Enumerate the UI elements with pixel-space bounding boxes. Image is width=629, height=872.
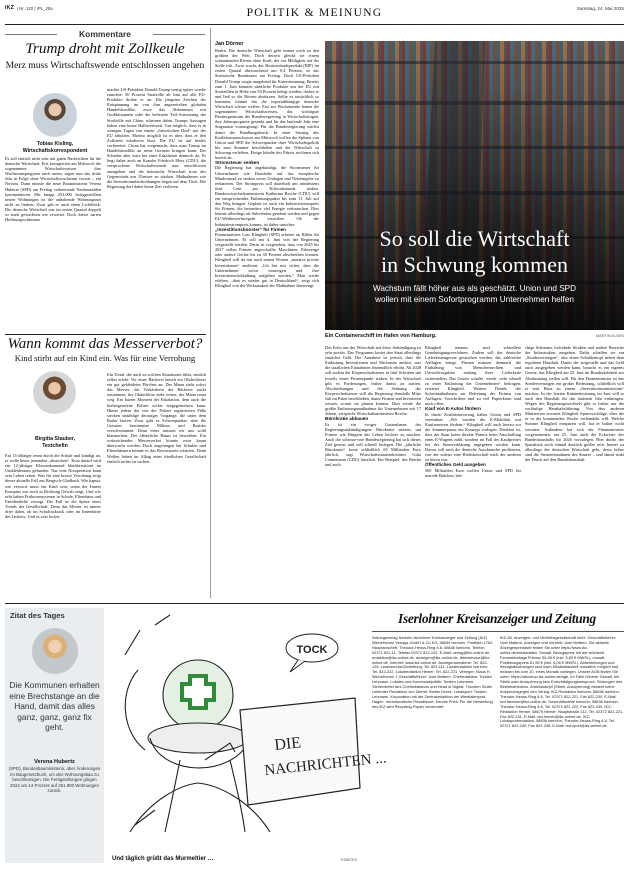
messer-author-role: Textchefin [42,442,68,449]
author-role: Wirtschaftskorrespondent [22,147,88,154]
header-code: | Nr. 120 | IPL_25a [17,5,53,11]
middle-col2 [425,345,521,478]
header-rule [5,24,624,25]
kicker-rule-right [153,34,205,35]
photo-credit: MARTIN ELSEN [596,334,624,338]
speech-text: TOCK [296,644,328,656]
author-name: Tobias Kisling, [36,141,74,147]
messer-subtitle: Kind stirbt auf ein Kind ein. Was für eine Verrohung [14,353,196,363]
header-date: Samstag, 24. Mai 2025 [576,5,624,11]
dorner-col1b-text: Die Regierung hat angekündigt, die Stromsteuer für Unternehmen wie Haushalte auf das europäische Mindestmaß zu senken sowie Umlagen und Netzentgelte zu reduzieren. Der Strompreis soll dauerhaft um mindestens fünf Cent pro Kilowattstunde sinken. Bundeswirtschaftsministerin Katherina Reiche (CDU) will ein entsprechendes Entlastungspaket bis zum 11. Juli auf den Weg bringen. Geplant ist auch ein Industriestrompreis für Firmen, die besonders viel Energie verbrauchen. Dies könnte allerdings als Subvention gesehen werden und gegen EU-Wettbewerbsregeln verstoßen. Ob der Industriestrompreis kommt, ist daher unsicher. [215,165,319,227]
dorner-col1 [215,48,319,288]
hero-deck-l1: Wachstum fällt höher aus als geschätzt. Union und SPD [372,284,577,293]
dorner-sub1: Stromsteuer senken [215,160,260,166]
messer-author-name: Birgitta Stauber, [34,436,76,442]
bottom-divider [5,603,624,604]
kicker-rule-left [5,34,57,35]
middle-col2-text: Klingbeil nennen, sind schnellere Genehmigungsverfahren. Zudem soll das deutsche Lieferkettengesetz gestrichen werden, das zahlreiche Auflagen bringt. Firmen müssen demnach die Einhaltung von Menschenrechten und Umweltvorgaben entlang ihrer Lieferkette sicherstellen. Das Gesetz schaffe, werde „sehr schnell zu einer Entlastung der Unternehmen“ beitragen, erwartet Klingbeil. Weitere Details der Sofortmaßnahmen zur Befreiung der Firmen von Auflagen, Vorschriften und zu viel Papierkram sind noch offen. [425,345,521,407]
divider-kommentar [5,334,206,335]
middle-sub3: Öffentliches Geld ausgeben [425,462,486,468]
middle-col2b-text: In ihrem Koalitionsvertrag haben Union und SPD vereinbart: „Wir werden die E-Mobilität mit Kaufanreizen fördern.“ Klingbeil will auch hierzu vor der Sommerpause ein Konzept vorlegen. Denkbar ist, dass der Staat keine direkte Prämie beim Anschaffung eines E-Wagens zahlt, sondern im Fall des Kaufpreises bei der Steuererklärung angegeben werden kann. Davon soll nach die deutsche Autobranche profitieren, von der zuletzt eine Hiobsbotschaft nach der anderen zu hören war. [425,411,521,463]
middle-col1-text: Das Echo aus der Wirtschaft auf diese Ankündigung ist sehr positiv. Das Programm kostet den Staat allerdings zunächst Geld. Die Annahme ist jedoch, dass die Entlastung Investitionen und Wachstum auslöst, was die staatlichen Einnahmen letztendlich erhöht. Ab 2028 soll zudem die Körperschaftsteuer in fünf Schritten um jeweils einen Prozentpunkt sinken. In der Wirtschaft gibt es Forderungen, früher damit zu starten. Abschreibungen und die Senkung der Körperschaftsteuer will die Regierung ebenfalls Mitte Juli im Paket beschließen, damit Firmen und Investoren wissen, womit sie planen können. Dies werde die größte Entlastungsmaßnahme für Unternehmen seit 17 Jahren, verspricht Wirtschaftsministerin Reiche. [325,345,421,417]
hero-headline-l2: in Schwung kommen [381,252,568,277]
cartoon [110,610,388,835]
impressum-col1: Zeitungsverlag Iserlohn Iserlohner Kreisanzeiger und Zeitung (IKZ) Wichelhoven Verlags-GmbH & Co KG, 58634 Iserlohn, Postfach 1762. Hauptanschrift: Theodor-Heuss-Ring 4-6, 58636 Iserlohn, Telefon 02371 822-11, Telefax 02371 822-102. E-Mail: verlag@ikz-online.de, redaktion@ikz-online.de, anzeigen@ikz-online.de, leserservice@ikz-online.de. Internet: www.ikz-online.de. Anzeigenannahme: Tel. 822-126. Leserservice/Zustellung: Tel. 822-111. Lokalredaktion Iserlohn: Tel. 822-222. Lokalredaktion Hemer: Tel. 822-231. Verleger: Klaus H. Wichelhoven † Geschäftsführer: Uwe Mattern. Chefredakteur: Torsten Lehmann. Lokales und Kommunalpolitik: Torsten Lehmann. Stellvertreter des Chefredakteurs und Head of Digital: Thorsten Stolte. Leitender Redakteur von Dienst: Stefan Drees. Lokalsport: Torsten Lehmann. Korporation mit der Zentralredaktion der Westfalenpost, Hagen. Verantwortliche Redakteure: Dennis Pries. Für die Herstellung des IKZ wird Recycling-Papier verwendet. [372,635,494,709]
kommentar-kicker: Kommentare [79,29,131,39]
cartoon-credit: TOMICEK [340,858,358,862]
cartoon-drawing [110,610,388,835]
middle-col2c-text: 500 Milliarden Euro wollen Union und SPD für marode Brücken, brü- [425,467,521,478]
col-separator [210,28,211,598]
header-logo: IKZ [5,5,14,11]
paper-text-1: DIE [273,734,302,754]
zitat-quote: Die Kommunen erhalten eine Brechstange an die Hand, damit das alles ganz, ganz, ganz fix geht. [9,680,100,732]
section-title: POLITIK & MEINUNG [246,7,383,19]
dorner-author: Jan Dörner [215,41,244,47]
hero-headline-l1: So soll die Wirtschaft [379,226,570,251]
middle-col1b-text: Es ist ein ewiger Gassenhauer der Regierungsankündigungen: Bürokratie stutzen, um Firmen wie Bürgern das Leben leichter zu machen. Auch die schwarz-rote Bundesregierung hat sich dieses Ziel gesetzt und will schnell loslegen. Die „jährliche Bürokratie“ koste schließlich 65 Milliarden Euro jährlich, sagt Wirtschaftsstaatssekretärin Gitta Connemann (CDU) kürzlich. Ein Beispiel, das Reiche und auch [325,421,421,468]
zitat-portrait [32,628,78,674]
author-portrait-stauber [33,371,76,414]
zitat-author-meta: (SPD), Bundesbauministerin, über Änderungen im Baugesetzbuch, um den Wohnungsbau zu beschleunigen. Die Fertigstellungen gingen 2024 um 14 Prozent auf 251.900 Wohnungen zurück. [8,766,101,794]
dorner-sub2: „Investitionsbooster“ für Firmen [215,226,286,232]
paper-text-2: NACHRICHTEN ... [263,750,388,779]
hero-deck-l2: wollen mit einem Sofortprogramm Unternehmen helfen [375,295,574,304]
kommentar-col1: Es soll einfach nicht sein mit guten Nachrichten für die deutsche Wirtschaft: Erst korrigierten am Mittwoch die sogenannten Wirtschaftsweisen ihre Wachstumsprognose nach unten, sagen nun das dritte Jahr in Folge ohne Wirtschaftswachstum voraus – ein Novum. Dann musste die neue Bauministerin Verena Hubertz (SPD) am Freitag verheerende Neubauzahlen kommentieren. Mit knapp 252.000 fertiggestellten neuen Wohnungen ist die anhaltende Wohnungsnot nicht zu lindern. Zwar gab es auch einen Lichtblick: Die deutsche Wirtschaft war im ersten Quartal doppelt so stark gewachsen wie erwartet. Doch dieser zarten Hoffnungsschimmer [5,156,101,223]
cartoon-caption: Und täglich grüßt das Murmeltier … [112,856,214,862]
dorner-col1-text: Berlin. Die deutsche Wirtschaft geht immer noch zu den größten der Welt. Doch derzeit gleicht sie einem schnaufenden Riesen ohne Kraft, der vor Müdigkeit auf der Stelle tritt. Zwar wuchs das Bruttoinlandsprodukt (BIP) im ersten Quartal überraschend um 0,4 Prozent, so das Statistische Bundesamt am Freitag. Doch US-Präsident Donald Trump sorgte umgehend für Katerstimmung: Bereits zum 1. Juni könnten sämtliche Produkte aus der EU mit Strafzöllen in Höhe von 50 Prozent belegt werden, drohte er und ließ so die Börsen abstürzen. Sollte es tatsächlich so kommen, könnte das die exportabhängige deutsche Wirtschaft schwer treffen. Erst zur Wochenmitte hatten die sogenannten Wirtschaftsweisen, das wichtigste Beratergremium der Bundesregierung in Wirtschaftsfragen, ihre Jahresprognose gesenkt und für das laufende Jahr eine Stagnation vorausgesagt. Für die Bundesregierung wächst damit der Handlungsdruck. In einer Sitzung des Koalitionsausschusses am Mittwoch wollen die Spitzen von Union und SPD die Schwerpunkte ihrer Wirtschaftspolitik bis zum Sommer beschließen und der Wirtschaft so Schwung verleihen. Einige Inhalte des Pakets zeichnen sich bereits ab. [215,48,319,160]
kommentar-col2: machte US-Präsident Donald Trump wenig später wieder zunichte: 50 Prozent Strafzölle ab Juni auf alle EU-Produkte drohte er an. Die jüngsten Zeichen der Entspannung im von ihm angezettelten globalen Handelskonflikt, etwa das Abkommen mit Großbritannien oder die befristete Teil-Aussetzung der Strafzölle mit China, scheinen dahin. Trumps Aussagen haben eine kurze Halbwertszeit. Gut möglich, dass er in wenigen Tagen von einem „historischen Deal“ mit der EU fabuliert. Ebenso möglich ist es aber, dass er den Zollstreit eskalieren lässt. Die EU ist auf beides vorbereitet. China hat vorgemacht, dass man Trump im Handelskonflikt an seine Grenzen bringen kann. Der Schaden aber wäre bei einer Eskalation dennoch da. Es liegt daher auch an Kanzler Friedrich Merz (CDU), die versprochene Wirtschaftswende nun entschlossen anzugehen und die heimische Wirtschaft trotz des Gegenwinds aus Übersee zu stärken. Maßnahmen wie die Investitionsabschreibungen liegen auf dem Tisch. Die Regierung darf dabei keine Zeit verlieren. [107,87,206,189]
photo-caption: Ein Containerschiff im Hafen von Hamburg. [325,333,437,339]
masthead-title: Iserlohner Kreisanzeiger und Zeitung [398,611,596,626]
hero-photo [325,41,624,330]
messer-col2: Ein Trend, der auch zu solchen Situationen führt, neulich selbst erlebt: Vor einer Bäckerei bettelt ein Obdachloser ein gut gekleidetes Pärchen an. Der Mann zieht sofort das Messer, die Verkäuferin der Bäckerei zuckt zusammen, der Obdachlose zieht weiter, der Mann rennt weg. Ein kurzer Moment der Eskalation, dem auch die herbeigerufene Polizei nichts entgegensetzen kann. Hinter jedem der von der Polizei registrierten Fälle stecken unzählige derartiger Vorgänge, die unter dem Radar laufen. Zwar gibt es Schwerpunkte, aber die Grenzen bestimmter Milieus und Bezirke verschwimmen. Denn eines müssen wir uns wohl klarmachen: Der öffentliche Raum ist bewaffnet. Ein weitreichendes Messerverbot könnte zwar kaum überwacht werden. Doch angefangen bei Schulen und Elternhäusern könnte es das Bewusstsein schärfen. Denn Waffen haben im Alltag einer friedlichen Gesellschaft einfach nichts zu suchen. [107,372,206,464]
kommentar-title: Trump droht mit Zollkeule [25,40,185,57]
impressum-col2: IKZ-AV, Anzeigen- und Vertriebsgesellschaft mbH. Geschäftsführer: Uwe Mattern. Anzeigen und Vertrieb: Uwe Mattern. Die aktuelle Anzeigenpreisliste finden Sie unter https://www.ikz-online.de/mediadaten. Monatl. Bezugspreis mit der wöchentl. Fernsehbeilage Prisma: 56,99 € (inkl. 5,60 € MWSt.), monatl. Postbezugspreis 61,99 € (inkl. 6,06 € MWSt.). Abbestellungen und Bezugsänderungen sind nach Mindestlaufzeit monatlich möglich und müssen bis zum 20. eines Monats vorliegen. Unsere AGB finden Sie unter: https://aboshop.ikz-online.de/agb. Im Falle höherer Gewalt, bei Streik oder Aussperrung kein Entschädigungsanspruch. Störungen des Betriebsfriedens, Arbeitskampf (Streik, Aussperrung) besteht keine Anspruchsgegen den Verlag. IKZ-Redaktion Iserlohn, 58636 Iserlohn, Theodor-Heuss-Ring 4-6, Tel. 02371 822-221, Fax 822-230, E-Mail: red.iserlohn@ikz-online.de. Geschäftsstelle Iserlohn, 58636 Iserlohn, Theodor-Heuss-Ring 4-6, Tel. 02371 822-222, Fax 822-230. IKZ-Redaktion Hemer, 58675 Hemer, Hauptstraße 212, Tel. 02372 822-221, Fax 822-231, E-Mail: red.hemer@ikz-online.de. IKZ-Lokalsportredaktion, 58636 Iserlohn, Theodor-Heuss-Ring 4-6, Tel. 02371 822-240, Fax 822-238, E-Mail: red.sport@ikz-online.de. [500,635,624,729]
zitat-kicker: Zitat des Tages [10,611,65,620]
zitat-author: Verena Hubertz [34,759,75,765]
masthead-rule [372,631,624,632]
middle-col3: chige Schienen, bröselnde Straßen und andere Bereiche der Infrastruktur ausgeben. Dafür schaffen sie ein „Sondervermögen“, also einen Schuldentopf neben dem regulären Haushalt. Damit der aufgestellt und das Geld auch ausgegeben werden kann, braucht es ein eigenes Gesetz, das Klingbeil am 25. Juni im Bundeskabinett zur Abstimmung stellen will. Für den Finanzminister ist das Sondervermögen ein großer Bedeutung, schließlich will er sein Haus zu einem „Investitionsministerium“ machen. In der letzten Kabinettssitzung im Juni will er auch den Haushalt für das laufende Jahr einbringen. Wegen des Regierungswechsels gibt es bisher nur die vorläufige Haushaltsführung. Von den anderen Ministerien erwartet Klingbeil Sparvorschläge, über die er in der kommenden Woche verhandeln will. Welche Summe Klingbeil einsparen will, hat er bisher nicht verraten. Außerdem hat sich der Finanzminister vorgenommen, am 25. Juni auch die Eckwerte des Bundeshaushalts für 2026 vorzulegen. Hier dürfte der Spardruck noch einmal deutlich größer sein. Immer zu allerdings der deutschen Wirtschaft geht, desto höher sind die Steuereinnahmen des Staates – und damit sinkt der Druck auf den Bundeshaushalt. [525,345,624,463]
middle-col1 [325,345,421,468]
messer-col1: Ein 13-Jähriger rennt durch die Schule und kündigt an, er wolle heute jemanden „abstechen“. Kurz darauf wird ein 12-jähriger Klassenkamerad blutüberströmt im Umkleideraum gefunden. Nur eine Notoperation kann sein Leben retten. Was für eine krasse Verrohung zeigt dieser aktuelle Fall aus Bergisch-Gladbach. Wie kaputt, wie verwirrt muss ein Kind sein, wenn der Innere Kompass nur noch in Richtung Gewalt zeigt. Und wie sehr haben Frühwarnsysteme in Schule, Elternhaus und Familienhilfe versagt. Der Fall ist die Spitze eines Trends der Gesellschaft: Denn das Messer ist immer öfter dabei, ob im Schulrucksack oder im Innenfutter des Jacketts. Und es sitzt locker. [5,453,101,520]
messer-title: Wann kommt das Messerverbot? [7,336,203,352]
author-portrait [33,93,77,137]
middle-sub1: Bürokratie abbauen [325,416,369,422]
dorner-col1c-text: Finanzminister Lars Klingbeil (SPD) arbeitet an Hilfen für Unternehmen. Er soll am 4. Juni von der Regierung vorgestellt werden. Darin ist vorgesehen, dass von 2025 bis 2027 sollen Firmen angeschaffte Maschinen, Fahrzeuge oder andere Geräte bis zu 30 Prozent abschreiben können. Klingbeil will da mit nach seinen Worten „massive private Investitionen“ auslösen. „Ich bin mir sicher, dass die Unternehmen sofort einsteigen und ihre Investitionsrückhaltung aufgeben werden.“ Man werde erleben, „dass es wieder gut in Deutschland“, zeigt sich Klingbeil von der Wirksamkeit der Maßnahme überzeugt. [215,232,319,288]
kommentar-subtitle: Merz muss Wirtschaftswende entschlossen angehen [5,60,205,71]
middle-sub2: Kauf von E-Autos fördern [425,406,481,412]
